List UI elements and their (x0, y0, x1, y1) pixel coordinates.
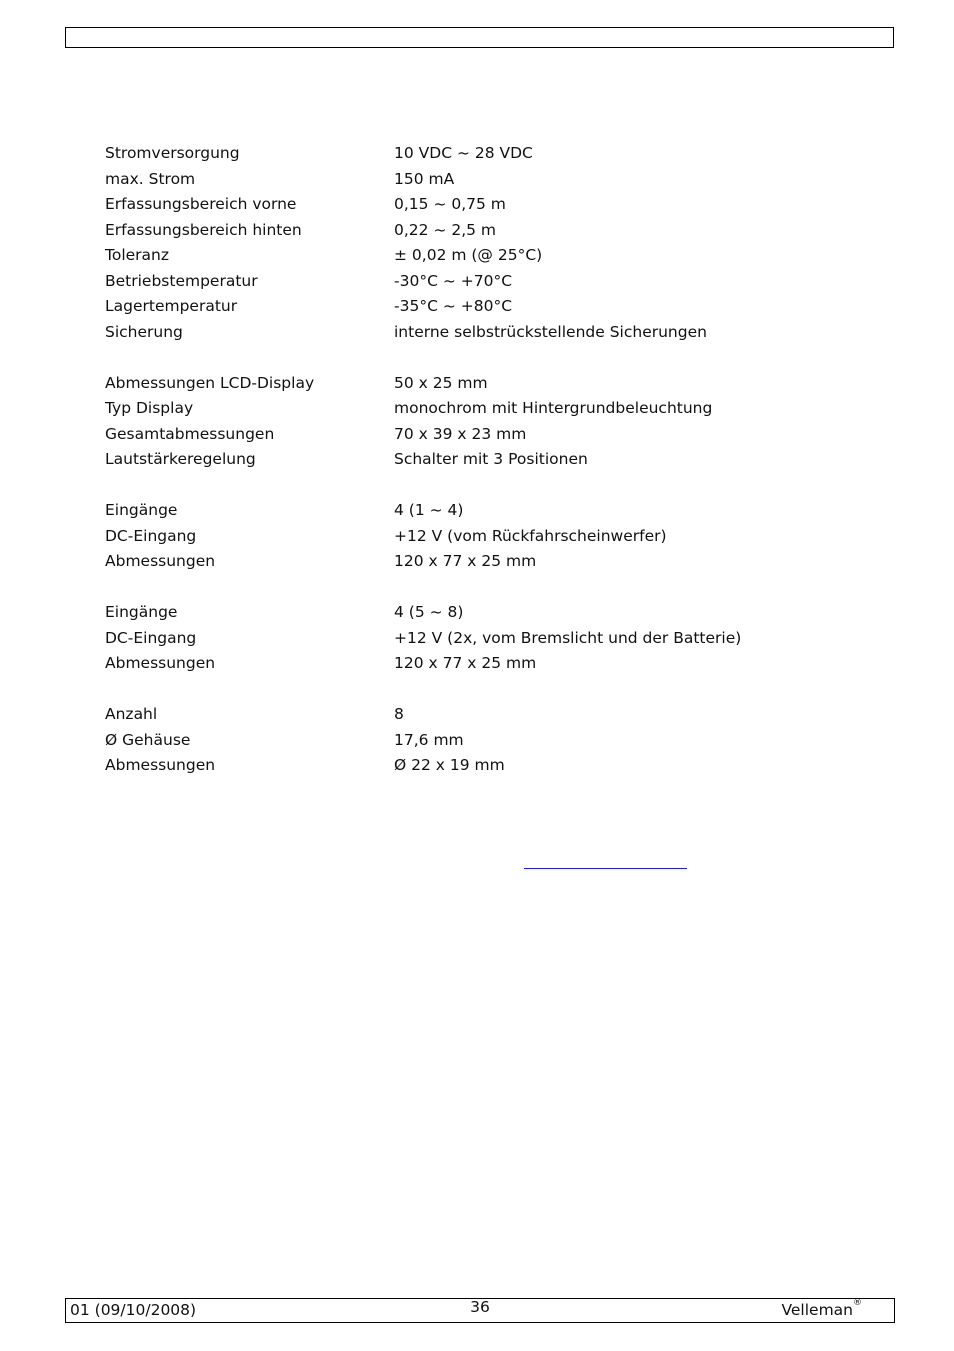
spec-value: 10 VDC ~ 28 VDC (394, 144, 533, 162)
spec-row (105, 447, 825, 473)
spec-row (105, 218, 825, 244)
spec-value: 0,15 ~ 0,75 m (394, 195, 506, 213)
spec-value: 0,22 ~ 2,5 m (394, 220, 497, 239)
spec-label: Erfassungsbereich hinten (105, 220, 302, 239)
footer-version: 01 (09/10/2008) (70, 1301, 197, 1319)
spec-label: Ø Gehäuse (105, 730, 191, 749)
spec-label: DC-Eingang (105, 526, 197, 545)
spec-label: Stromversorgung (105, 144, 240, 162)
spec-value: Ø 22 x 19 mm (394, 756, 505, 774)
spec-row (105, 549, 825, 575)
spec-row (105, 192, 825, 218)
spec-value: +12 V (2x, vom Bremslicht und der Batterie) (394, 628, 742, 647)
spec-group-control-unit-2 (105, 600, 825, 677)
spec-label: Sicherung (105, 322, 183, 341)
spec-label: Toleranz (105, 246, 169, 264)
spec-row (105, 371, 825, 397)
spec-value: 4 (1 ~ 4) (394, 501, 464, 519)
registered-mark: ® (853, 1298, 862, 1308)
spec-group-sensors (105, 702, 825, 779)
spec-value: -30°C ~ +70°C (394, 271, 513, 290)
spec-value: 120 x 77 x 25 mm (394, 654, 537, 672)
hyperlink-underline[interactable] (524, 868, 687, 869)
header-box (65, 27, 894, 48)
spec-value: Schalter mit 3 Positionen (394, 450, 588, 468)
spec-row (105, 243, 825, 269)
spec-row (105, 269, 825, 295)
spec-value: interne selbstrückstellende Sicherungen (394, 322, 707, 341)
spec-label: Lautstärkeregelung (105, 450, 256, 468)
spec-row (105, 498, 825, 524)
spec-value: -35°C ~ +80°C (394, 297, 513, 315)
spec-value: 8 (394, 705, 404, 723)
footer-brand-name: Velleman (781, 1301, 853, 1319)
spec-row (105, 167, 825, 193)
page-footer (65, 1298, 895, 1323)
spec-row (105, 600, 825, 626)
spec-value: 17,6 mm (394, 730, 464, 749)
spec-label: Abmessungen (105, 552, 216, 570)
spec-value: monochrom mit Hintergrundbeleuchtung (394, 399, 713, 417)
spec-row (105, 396, 825, 422)
spec-table (105, 141, 825, 804)
spec-label: Typ Display (105, 399, 194, 417)
spec-group-control-unit-1 (105, 498, 825, 575)
spec-label: Gesamtabmessungen (105, 424, 275, 443)
spec-row (105, 320, 825, 346)
spec-row (105, 651, 825, 677)
spec-label: DC-Eingang (105, 628, 197, 647)
spec-value: 50 x 25 mm (394, 373, 488, 392)
spec-label: Abmessungen LCD-Display (105, 373, 315, 392)
footer-page-number: 36 (470, 1298, 490, 1316)
spec-label: Betriebstemperatur (105, 271, 258, 290)
spec-value: ± 0,02 m (@ 25°C) (394, 246, 543, 264)
spec-label: Anzahl (105, 705, 158, 723)
spec-label: Abmessungen (105, 654, 216, 672)
spec-row (105, 524, 825, 550)
spec-label: Lagertemperatur (105, 297, 238, 315)
spec-label: Eingänge (105, 501, 178, 519)
spec-value: 70 x 39 x 23 mm (394, 424, 527, 443)
footer-brand (781, 1298, 862, 1319)
spec-label: max. Strom (105, 169, 196, 188)
spec-row (105, 702, 825, 728)
spec-label: Eingänge (105, 603, 178, 621)
spec-value: 120 x 77 x 25 mm (394, 552, 537, 570)
spec-group-power (105, 141, 825, 345)
spec-value: 4 (5 ~ 8) (394, 603, 464, 621)
spec-row (105, 294, 825, 320)
spec-value: +12 V (vom Rückfahrscheinwerfer) (394, 526, 667, 545)
spec-row (105, 141, 825, 167)
spec-group-display (105, 371, 825, 473)
spec-label: Abmessungen (105, 756, 216, 774)
spec-value: 150 mA (394, 169, 455, 188)
spec-row (105, 422, 825, 448)
spec-row (105, 728, 825, 754)
spec-row (105, 753, 825, 779)
spec-row (105, 626, 825, 652)
spec-label: Erfassungsbereich vorne (105, 195, 297, 213)
